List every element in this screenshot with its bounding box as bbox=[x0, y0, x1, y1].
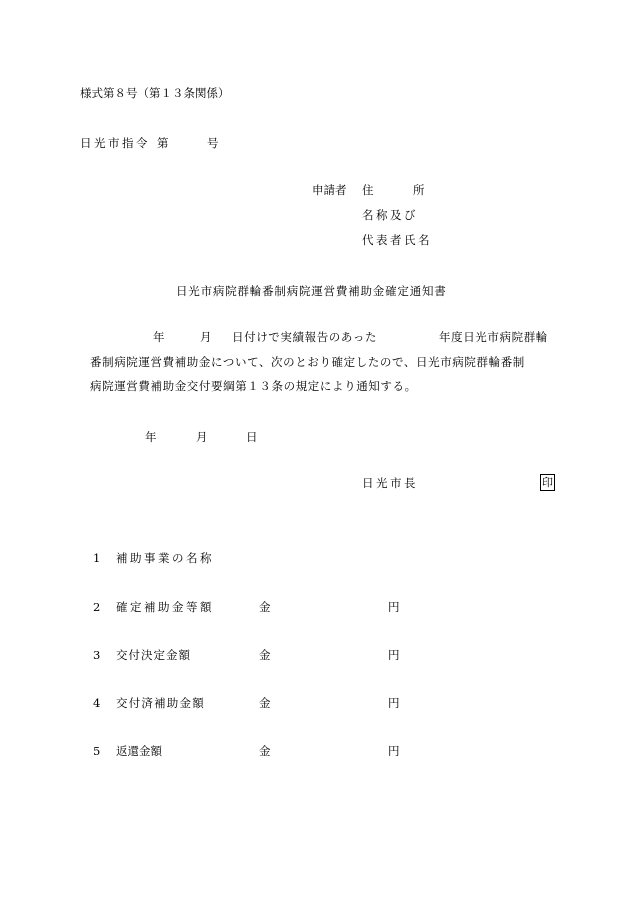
item-en: 円 bbox=[388, 600, 400, 614]
item-en: 円 bbox=[388, 648, 400, 662]
applicant-title: 申請者 bbox=[312, 183, 347, 197]
item-en: 円 bbox=[388, 744, 400, 758]
body-phrase: 日付けで実績報告のあった bbox=[232, 330, 378, 344]
applicant-address-2: 所 bbox=[413, 183, 425, 197]
item-label: 交付決定金額 bbox=[116, 648, 191, 662]
date-nen: 年 bbox=[145, 430, 157, 444]
notice-body bbox=[80, 326, 560, 398]
applicant-address-1: 住 bbox=[362, 183, 374, 197]
item-kin: 金 bbox=[259, 600, 271, 614]
body-line-3: 病院運営費補助金交付要綱第１３条の規定により通知する。 bbox=[90, 379, 417, 393]
item-label: 確定補助金等額 bbox=[116, 600, 214, 614]
body-line-2: 番制病院運営費補助金について、次のとおり確定したので、日光市病院群輪番制 bbox=[90, 355, 525, 369]
item-number: 2 bbox=[93, 600, 101, 614]
item-label: 交付済補助金額 bbox=[116, 696, 205, 710]
date-hi: 日 bbox=[246, 430, 258, 444]
item-number: 1 bbox=[93, 551, 101, 565]
item-en: 円 bbox=[388, 696, 400, 710]
directive-prefix: 日光市指令 bbox=[80, 136, 150, 150]
mayor-title: 日光市長 bbox=[362, 476, 418, 490]
date-tsuki: 月 bbox=[196, 430, 208, 444]
item-label: 補助事業の名称 bbox=[116, 551, 214, 565]
form-number: 様式第８号（第１３条関係） bbox=[80, 86, 230, 100]
document-title: 日光市病院群輪番制病院運営費補助金確定通知書 bbox=[176, 284, 447, 298]
item-kin: 金 bbox=[259, 744, 271, 758]
item-kin: 金 bbox=[259, 696, 271, 710]
directive-dai: 第 bbox=[157, 136, 169, 150]
body-tsuki: 月 bbox=[200, 330, 213, 344]
body-line-1 bbox=[80, 326, 560, 350]
item-number: 5 bbox=[93, 744, 101, 758]
applicant-name-line: 名称及び bbox=[362, 208, 418, 222]
applicant-rep-line: 代表者氏名 bbox=[362, 233, 432, 247]
item-label: 返還金額 bbox=[116, 744, 162, 758]
item-number: 3 bbox=[93, 648, 101, 662]
body-nen: 年 bbox=[153, 330, 166, 344]
body-rest: 年度日光市病院群輪 bbox=[439, 330, 548, 344]
seal-box: 印 bbox=[542, 476, 553, 489]
item-kin: 金 bbox=[259, 648, 271, 662]
directive-go: 号 bbox=[207, 136, 219, 150]
item-number: 4 bbox=[93, 696, 101, 710]
